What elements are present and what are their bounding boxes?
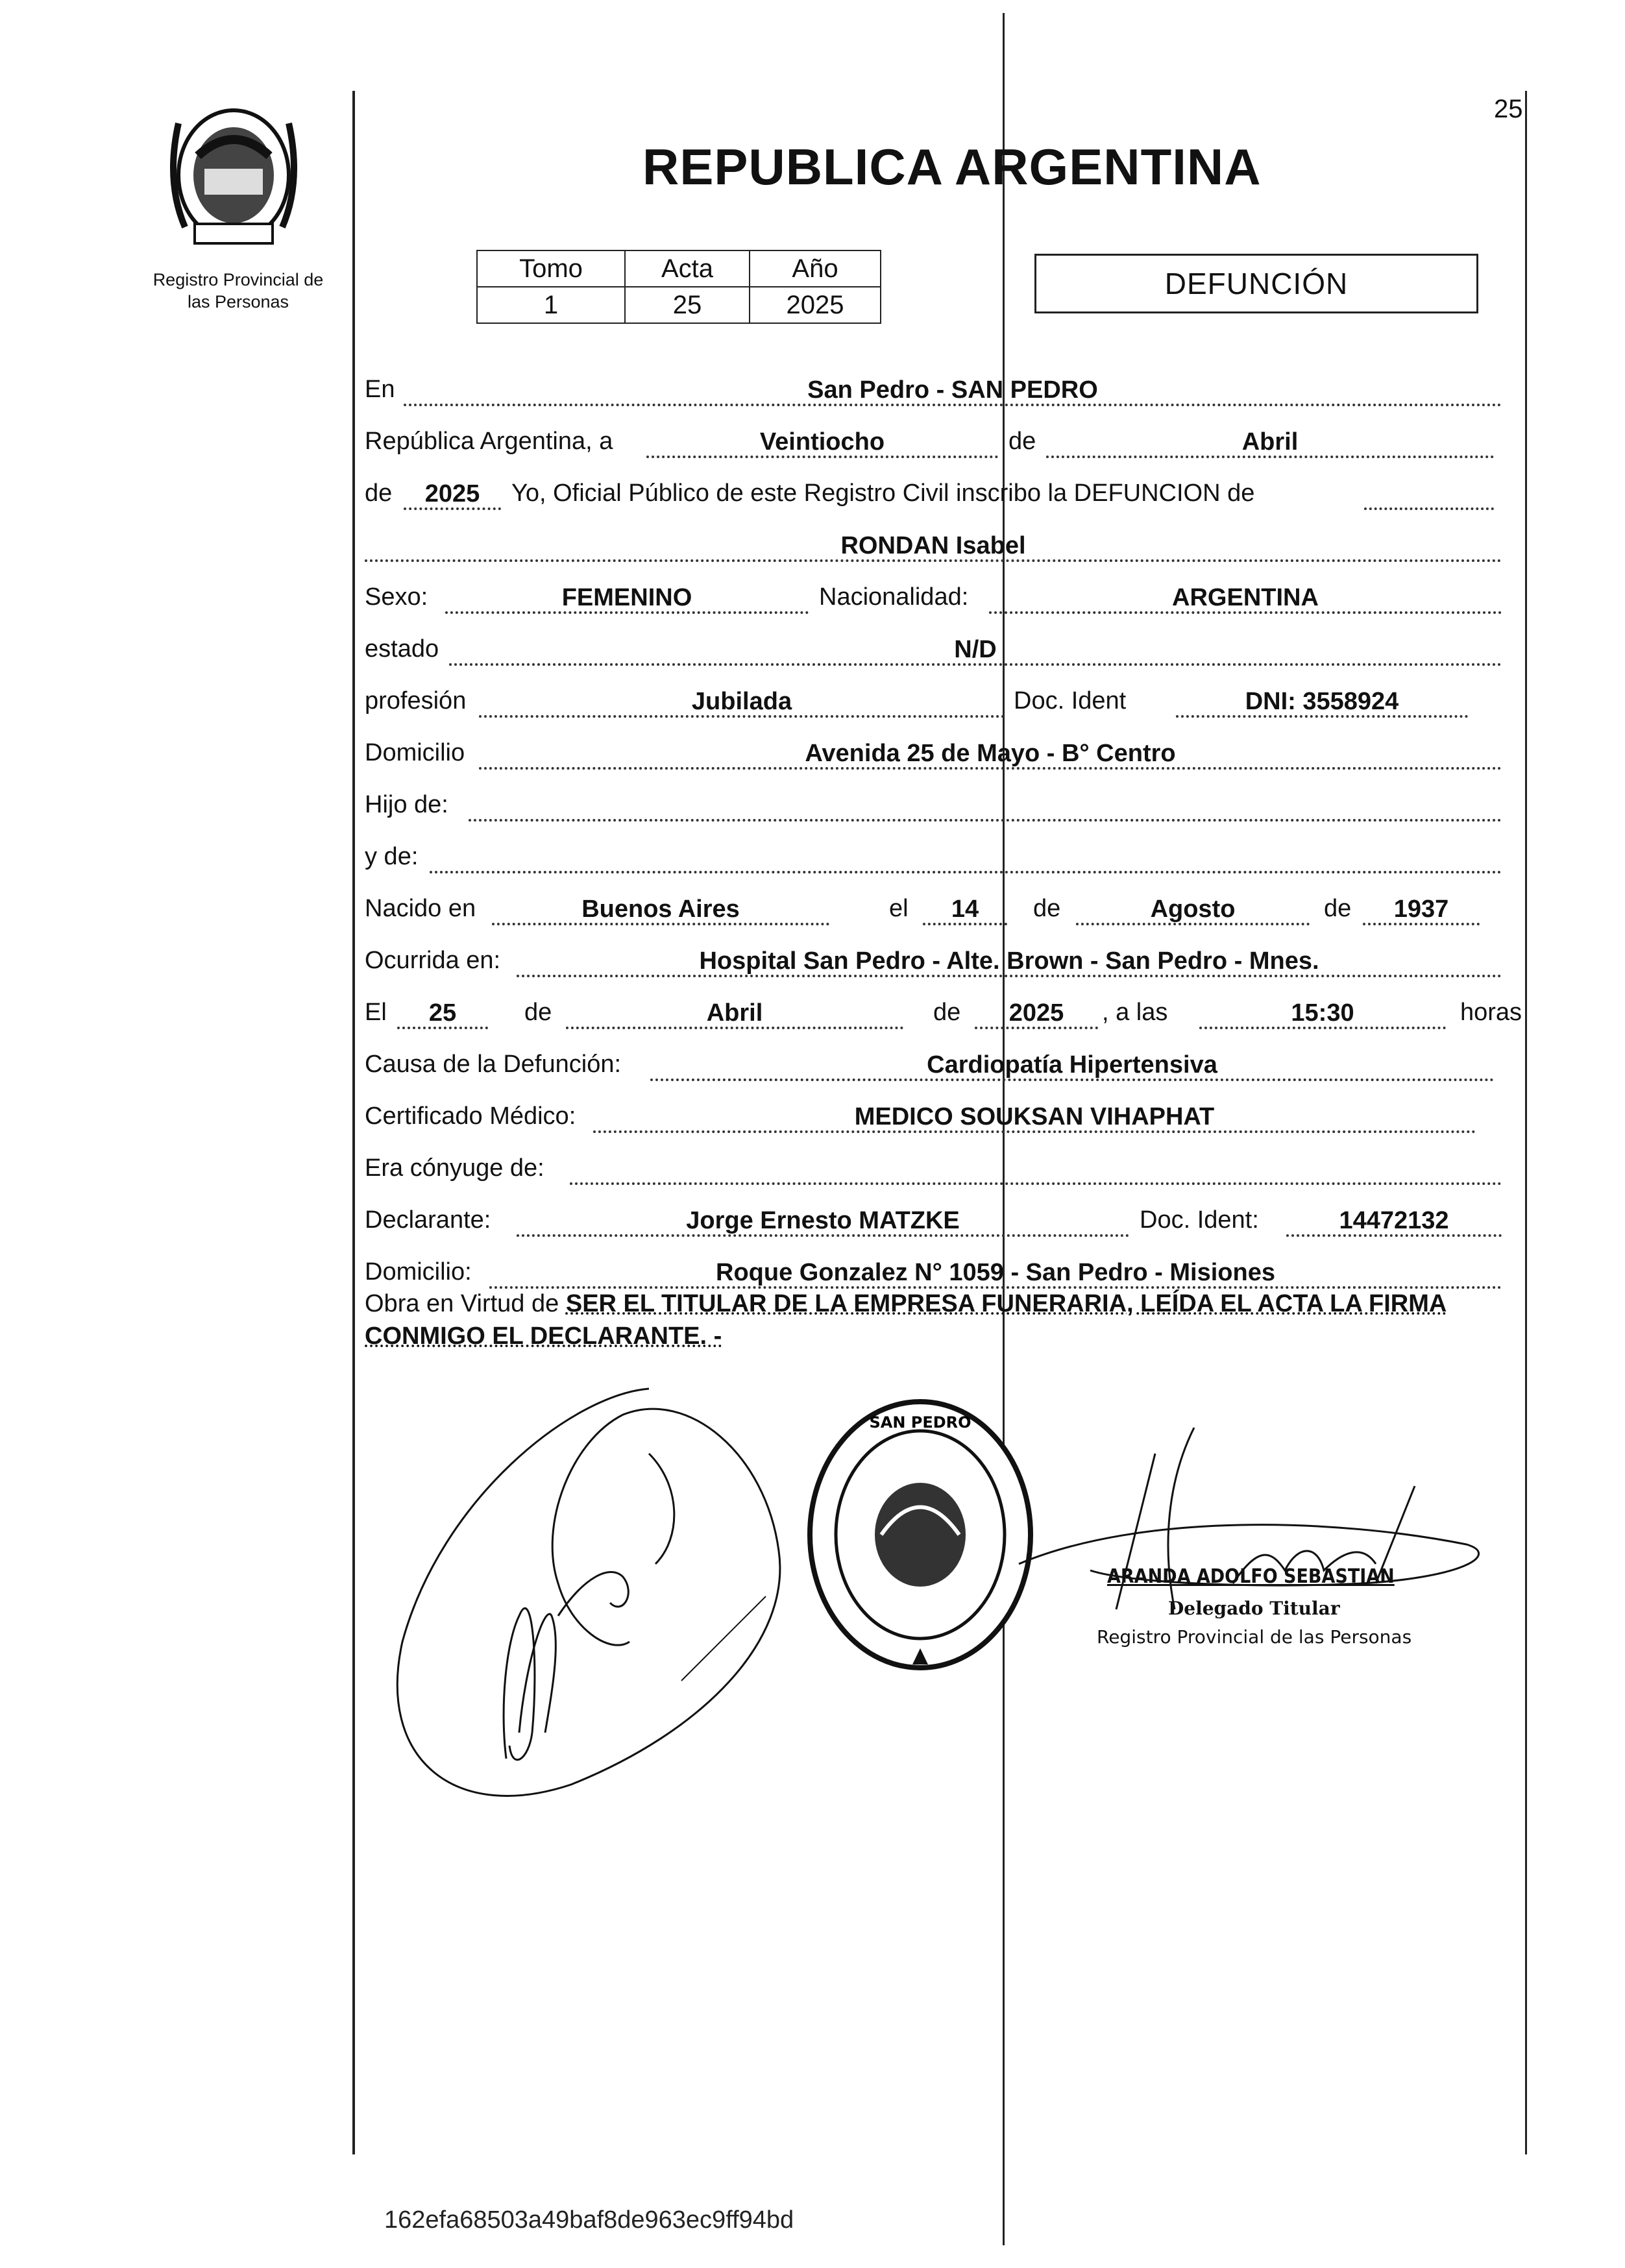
nacido-value: Buenos Aires [492, 897, 829, 925]
nacido-anio-value: 1937 [1363, 897, 1480, 925]
nacionalidad-label: Nacionalidad: [819, 583, 969, 611]
nacido-el-label: el [889, 895, 909, 922]
hora-value: 15:30 [1199, 1001, 1446, 1029]
def-dia-value: 25 [397, 1001, 488, 1029]
row-ocurrida [365, 940, 1502, 979]
nacido-label: Nacido en [365, 895, 476, 922]
horas-label: horas [1460, 999, 1522, 1026]
official-signature [1012, 1415, 1506, 1622]
row-nacido [365, 888, 1502, 927]
profesion-label: profesión [365, 687, 467, 714]
estado-label: estado [365, 635, 439, 663]
estado-value: N/D [449, 637, 1502, 666]
oficial-blank [1364, 482, 1494, 510]
row-fecha [365, 421, 1502, 459]
doc-value: DNI: 3558924 [1176, 689, 1468, 718]
decl-doc-value: 14472132 [1286, 1208, 1502, 1237]
misiones-crest-icon [159, 97, 308, 260]
yde-label: y de: [365, 843, 419, 870]
row-conyuge [365, 1147, 1502, 1186]
left-border-line [352, 91, 355, 2154]
nombre-value: RONDAN Isabel [365, 533, 1502, 562]
anio-value: 2025 [404, 482, 501, 510]
anio-value: 2025 [750, 287, 881, 323]
official-org: Registro Provincial de las Personas [1097, 1626, 1412, 1648]
document-hash: 162efa68503a49baf8de963ec9ff94bd [384, 2206, 794, 2234]
dia-texto-value: Veintiocho [646, 430, 998, 458]
mes-value: Abril [1046, 430, 1494, 458]
obra-label: Obra en Virtud de [365, 1290, 559, 1317]
official-stamp [797, 1389, 1044, 1687]
yde-value [430, 845, 1502, 873]
obra-value: SER EL TITULAR DE LA EMPRESA FUNERARIA, LEÍDA EL ACTA LA FIRMA CONMIGO EL DECLARANTE. - [365, 1290, 1447, 1350]
tomo-header: Tomo [477, 250, 625, 287]
de-label: de [1008, 428, 1036, 455]
decl-dom-label: Domicilio: [365, 1258, 472, 1286]
declarant-signature [376, 1369, 831, 1811]
republica-label: República Argentina, a [365, 428, 613, 455]
page-title: REPUBLICA ARGENTINA [642, 138, 1262, 195]
row-certificado [365, 1095, 1502, 1134]
domicilio-value: Avenida 25 de Mayo - B° Centro [479, 741, 1502, 770]
registry-line-2: las Personas [187, 292, 289, 311]
declarante-label: Declarante: [365, 1206, 491, 1234]
causa-label: Causa de la Defunción: [365, 1051, 622, 1078]
row-causa [365, 1043, 1502, 1082]
el-label: El [365, 999, 387, 1026]
def-de1-label: de [524, 999, 552, 1026]
row-oficial [365, 472, 1502, 511]
sexo-label: Sexo: [365, 583, 428, 611]
declarante-value: Jorge Ernesto MATZKE [517, 1208, 1129, 1237]
ocurrida-value: Hospital San Pedro - Alte. Brown - San Pedro - Mnes. [517, 949, 1502, 977]
row-fecha-defuncion [365, 992, 1522, 1030]
def-anio-value: 2025 [975, 1001, 1098, 1029]
row-yde [365, 836, 1502, 875]
nacido-de1-label: de [1033, 895, 1061, 922]
row-estado [365, 628, 1502, 667]
domicilio-label: Domicilio [365, 739, 465, 766]
registry-line-1: Registro Provincial de [153, 270, 324, 289]
acta-header: Acta [625, 250, 750, 287]
registry-name [138, 269, 339, 313]
row-declarante [365, 1199, 1502, 1238]
record-kind-box: DEFUNCIÓN [1034, 254, 1478, 313]
nacido-mes-value: Agosto [1076, 897, 1310, 925]
decl-dom-value: Roque Gonzalez N° 1059 - San Pedro - Misiones [489, 1260, 1502, 1289]
stamp-center-text: SAN PEDRO [869, 1413, 971, 1432]
nacido-dia-value: 14 [923, 897, 1007, 925]
en-value: San Pedro - SAN PEDRO [404, 378, 1502, 406]
official-name: ARANDA ADOLFO SEBASTIAN [1107, 1565, 1395, 1588]
acta-value: 25 [625, 287, 750, 323]
certificado-label: Certificado Médico: [365, 1103, 576, 1130]
causa-value: Cardiopatía Hipertensiva [650, 1053, 1494, 1081]
nacionalidad-value: ARGENTINA [989, 585, 1502, 614]
hijo-value [469, 793, 1502, 822]
row-hijo [365, 784, 1502, 823]
profesion-value: Jubilada [479, 689, 1005, 718]
right-border-line [1525, 91, 1527, 2154]
row-decl-domicilio [365, 1251, 1502, 1290]
official-title: Delegado Titular [1168, 1598, 1340, 1619]
row-sexo [365, 576, 1502, 615]
tomo-value: 1 [477, 287, 625, 323]
ocurrida-label: Ocurrida en: [365, 947, 501, 974]
row-profesion [365, 680, 1502, 719]
row-nombre [365, 524, 1502, 563]
tomo-acta-anio-table [476, 250, 881, 324]
page-number: 25 [1494, 95, 1523, 123]
certificado-value: MEDICO SOUKSAN VIHAPHAT [593, 1104, 1476, 1133]
sexo-value: FEMENINO [445, 585, 809, 614]
decl-doc-label: Doc. Ident: [1140, 1206, 1259, 1234]
conyuge-label: Era cónyuge de: [365, 1154, 544, 1182]
obra-text [365, 1287, 1526, 1352]
row-en [365, 369, 1502, 408]
conyuge-value [570, 1156, 1502, 1185]
row-domicilio [365, 732, 1502, 771]
doc-label: Doc. Ident [1014, 687, 1127, 714]
def-de2-label: de [933, 999, 961, 1026]
hijo-label: Hijo de: [365, 791, 448, 818]
anio-label: de [365, 480, 393, 507]
def-mes-value: Abril [566, 1001, 903, 1029]
en-label: En [365, 376, 395, 403]
oficial-text: Yo, Oficial Público de este Registro Civil inscribo la DEFUNCION de [511, 480, 1255, 507]
alas-label: , a las [1102, 999, 1168, 1026]
nacido-de2-label: de [1324, 895, 1352, 922]
anio-header: Año [750, 250, 881, 287]
